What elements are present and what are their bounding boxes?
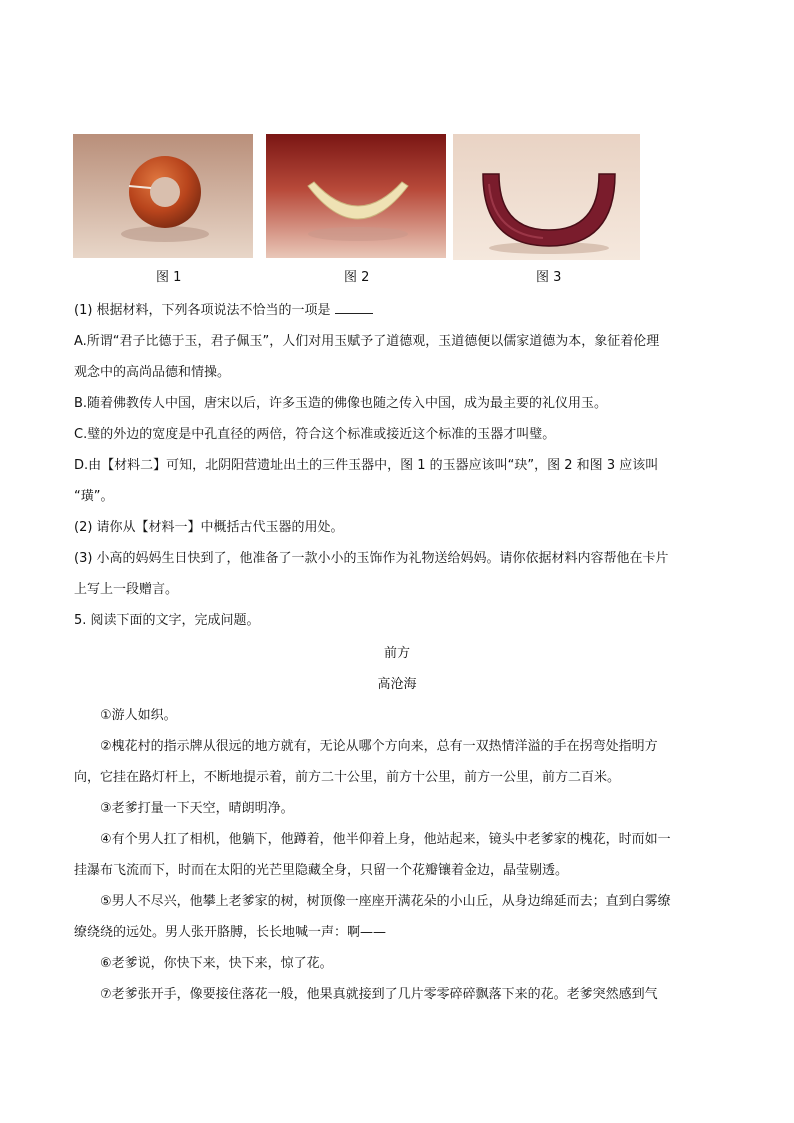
paragraph-2-line-2: 向，它挂在路灯杆上，不断地提示着，前方二十公里，前方十公里，前方一公里，前方二百米。 bbox=[74, 770, 621, 785]
figure-2-jade-arc bbox=[266, 134, 446, 258]
option-d-line-2: “璜”。 bbox=[74, 489, 114, 504]
option-a-line-2: 观念中的高尚品德和情操。 bbox=[74, 365, 231, 380]
paragraph-5-line-2: 缭绕绕的远处。男人张开胳膊，长长地喊一声：啊—— bbox=[74, 925, 387, 940]
question-5-heading: 5. 阅读下面的文字，完成问题。 bbox=[74, 613, 260, 628]
paragraph-4-line-1: ④有个男人扛了相机，他躺下，他蹲着，他半仰着上身，他站起来，镜头中老爹家的槐花，时而如一 bbox=[100, 832, 671, 847]
option-c: C.璧的外边的宽度是中孔直径的两倍，符合这个标准或接近这个标准的玉器才叫璧。 bbox=[74, 427, 556, 442]
question-3-line-1: (3) 小高的妈妈生日快到了，他准备了一款小小的玉饰作为礼物送给妈妈。请你依据材料内容帮他在卡片 bbox=[74, 551, 669, 566]
figure-3-jade-arc bbox=[453, 134, 640, 260]
paragraph-3: ③老爹打量一下天空，晴朗明净。 bbox=[100, 801, 294, 816]
jade-arc-huang-ivory-icon bbox=[266, 134, 446, 258]
option-d-line-1: D.由【材料二】可知，北阴阳营遗址出土的三件玉器中，图 1 的玉器应该叫“玦”，图 2 和图 3 应该叫 bbox=[74, 458, 659, 473]
question-2: (2) 请你从【材料一】中概括古代玉器的用处。 bbox=[74, 520, 344, 535]
question-3-line-2: 上写上一段赠言。 bbox=[74, 582, 179, 597]
passage-title: 前方 bbox=[383, 646, 410, 661]
passage-author: 高沧海 bbox=[377, 677, 417, 692]
option-b: B.随着佛教传人中国，唐宋以后，许多玉造的佛像也随之传入中国，成为最主要的礼仪用玉。 bbox=[74, 396, 608, 411]
paragraph-6: ⑥老爹说，你快下来，快下来，惊了花。 bbox=[100, 956, 333, 971]
answer-blank[interactable] bbox=[335, 302, 373, 314]
paragraph-7: ⑦老爹张开手，像要接住落花一般，他果真就接到了几片零零碎碎飘落下来的花。老爹突然感到气 bbox=[100, 987, 658, 1002]
question-1-text: (1) 根据材料，下列各项说法不恰当的一项是 bbox=[74, 303, 331, 318]
paragraph-1: ①游人如织。 bbox=[100, 708, 177, 723]
option-a-line-1: A.所谓“君子比德于玉，君子佩玉”，人们对用玉赋予了道德观，玉道德便以儒家道德为本，象征着伦理 bbox=[74, 334, 660, 349]
paragraph-2-line-1: ②槐花村的指示牌从很远的地方就有，无论从哪个方向来，总有一双热情洋溢的手在拐弯处指明方 bbox=[100, 739, 658, 754]
figure-2-caption: 图 2 bbox=[344, 270, 370, 285]
figure-1-jade-ring bbox=[73, 134, 253, 258]
figure-1-caption: 图 1 bbox=[156, 270, 182, 285]
figure-3-caption: 图 3 bbox=[536, 270, 562, 285]
paragraph-5-line-1: ⑤男人不尽兴，他攀上老爹家的树，树顶像一座座开满花朵的小山丘，从身边绵延而去；直到白雾缭 bbox=[100, 894, 671, 909]
question-1 bbox=[74, 302, 373, 320]
paragraph-4-line-2: 挂瀑布飞流而下，时而在太阳的光芒里隐藏全身，只留一个花瓣镶着金边，晶莹剔透。 bbox=[74, 863, 569, 878]
jade-arc-huang-dark-icon bbox=[453, 134, 640, 260]
jade-ring-jue-icon bbox=[73, 134, 253, 258]
